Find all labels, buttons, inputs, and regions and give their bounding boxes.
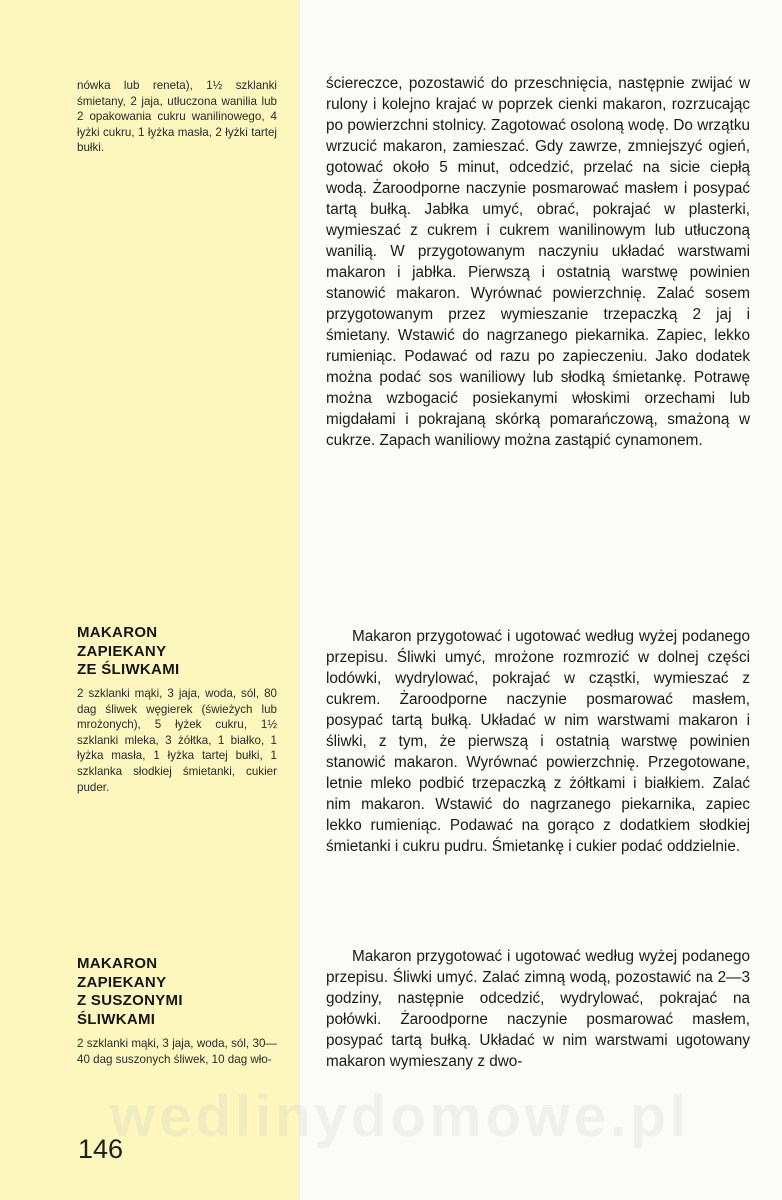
recipe-title-plums: MAKARON ZAPIEKANY ZE ŚLIWKAMI bbox=[77, 624, 180, 678]
watermark: wedlinydomowe.pl bbox=[110, 1084, 690, 1149]
ingredients-list-continued: nówka lub reneta), 1½ szklanki śmietany, 2 jaja, utłuczona wanilia lub 2 opakowania cukru wanilinowego, 4 łyżki cukru, 1 łyżka masła, 2 łyżki tartej bułki. bbox=[77, 79, 277, 155]
instructions-dried-plums: Makaron przygotować i ugotować według wyżej podanego przepisu. Śliwki umyć. Zalać zimną wodą, pozostawić na 2—3 godziny, następnie odcedzić, wydrylować, pokrajać na połówki. Żaroodporne naczynie posmarować masłem, posypać tartą bułką. Układać w nim warstwami ugotowany makaron wymieszany z dwo- bbox=[326, 948, 750, 1070]
recipe-title-dried-plums: MAKARON ZAPIEKANY Z SUSZONYMI ŚLIWKAMI bbox=[77, 955, 183, 1028]
instructions-continued: ściereczce, pozostawić do przeschnięcia, następnie zwijać w rulony i kolejno krajać w poprzek cienki makaron, rozrzucając po powierzchni stolnicy. Zagotować osoloną wodę. Do wrzątku wrzucić makaron, zamieszać. Gdy zawrze, zmniejszyć ogień, gotować około 5 minut, odcedzić, przelać na sicie ciepłą wodą. Żaroodporne naczynie posmarować masłem i posypać tartą bułką. Jabłka umyć, obrać, pokrajać w plasterki, wymieszać z cukrem i cukrem wanilinowym lub utłuczoną wanilią. W przygotowanym naczyniu układać warstwami makaron i jabłka. Pierwszą i ostatnią warstwę powinien stanowić makaron. Wyrównać powierzchnię. Zalać sosem przygotowanym przez wymieszanie trzepaczką 2 jaj i śmietany. Wstawić do nagrzanego piekarnika. Zapiec, lekko rumieniąc. Podawać od razu po zapieczeniu. Jako dodatek można podać sos waniliowy lub słodką śmietankę. Potrawę można wzbogacić posiekanymi włoskimi orzechami lub migdałami i pokrajaną skórką pomarańczową, smażoną w cukrze. Zapach waniliowy można zastąpić cynamonem. bbox=[326, 75, 750, 449]
ingredients-list-plums: 2 szklanki mąki, 3 jaja, woda, sól, 80 dag śliwek węgierek (świeżych lub mrożonych), 5 łyżek cukru, 1½ szklanki mleka, 3 żółtka, 1 białko, 1 łyżka masła, 1 łyżka tartej bułki, 1 szklanka słodkiej śmietanki, cukier puder. bbox=[77, 687, 277, 794]
instructions-plums: Makaron przygotować i ugotować według wyżej podanego przepisu. Śliwki umyć, mrożone rozmrozić w dolnej części lodówki, wydrylować, pokrajać w cząstki, wymieszać z cukrem. Żaroodporne naczynie posmarować masłem, posypać tartą bułką. Układać w nim warstwami makaron i śliwki, z tym, że pierwszą i ostatnią warstwę powinien stanowić makaron. Wyrównać powierzchnię. Przegotowane, letnie mleko podbić trzepaczką z żółtkami i białkiem. Zalać nim makaron. Wstawić do nagrzanego piekarnika, zapiec lekko rumieniąc. Podawać na gorąco z dodatkiem słodkiej śmietanki i cukru pudru. Śmietankę i cukier podać oddzielnie. bbox=[326, 628, 750, 855]
page-number: 146 bbox=[78, 1134, 124, 1164]
ingredients-list-dried-plums: 2 szklanki mąki, 3 jaja, woda, sól, 30—40 dag suszonych śliwek, 10 dag wło- bbox=[77, 1037, 277, 1066]
